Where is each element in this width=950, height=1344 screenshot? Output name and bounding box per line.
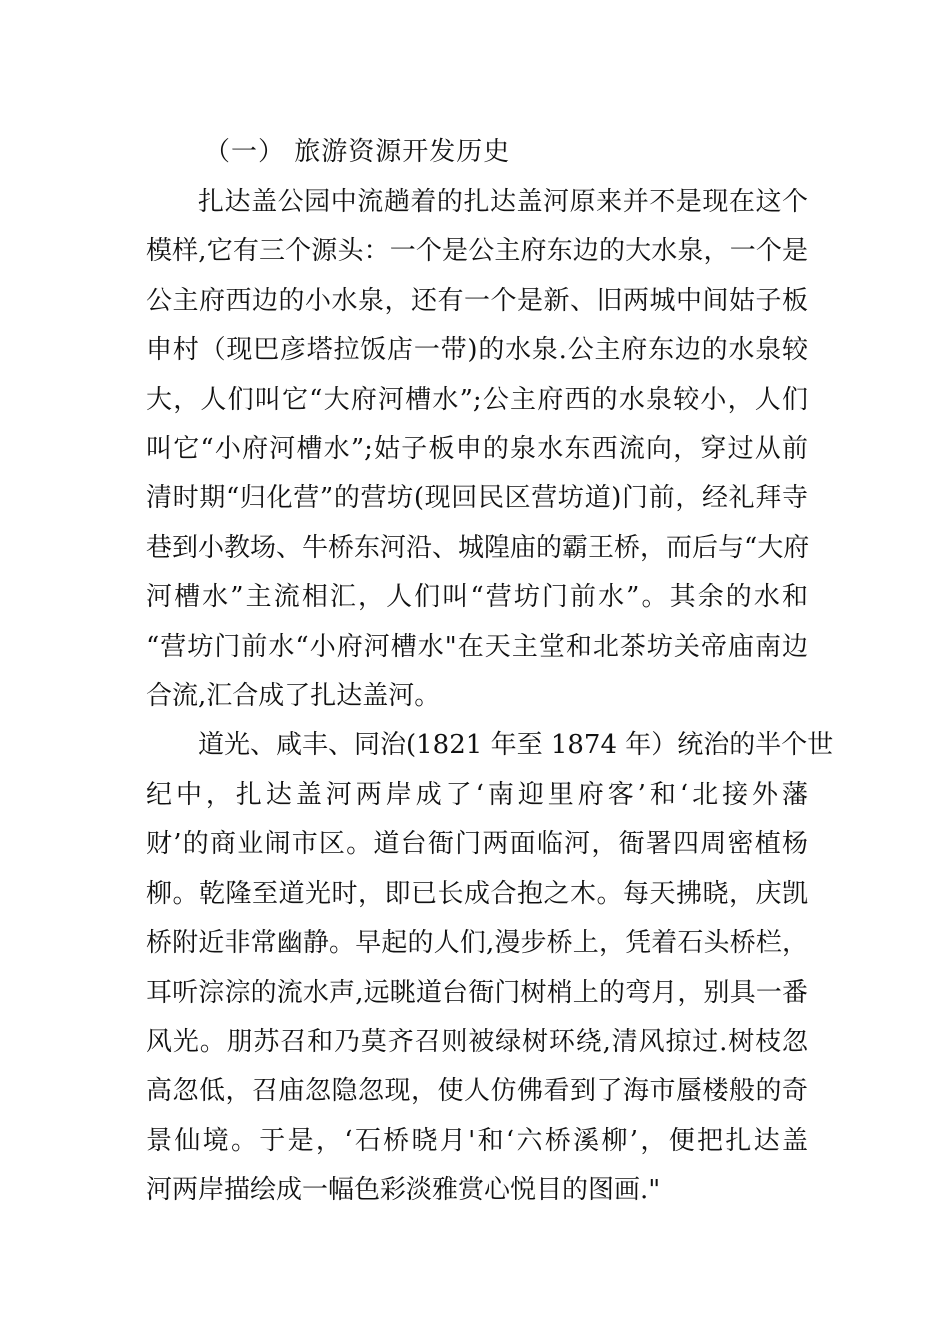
text-line: 柳。乾隆至道光时，即已长成合抱之木。每天拂晓，庆凯 <box>146 878 808 909</box>
text-line: 河两岸描绘成一幅色彩淡雅赏心悦目的图画." <box>146 1175 661 1206</box>
document-body <box>146 126 834 1216</box>
text-line: 清时期“归化营”的营坊(现回民区营坊道)门前，经礼拜寺 <box>146 483 808 514</box>
text-line: 叫它“小府河槽水”;姑子板申的泉水东西流向，穿过从前 <box>146 434 808 465</box>
text-line: 风光。朋苏召和乃莫齐召则被绿树环绕,清风掠过.树枝忽 <box>146 1026 808 1057</box>
text-line: 巷到小教场、牛桥东河沿、城隍庙的霸王桥，而后与“大府 <box>146 532 810 563</box>
text-line: 财’的商业闹市区。道台衙门两面临河，衙署四周密植杨 <box>146 829 808 860</box>
text-line: 合流,汇合成了扎达盖河。 <box>146 681 441 712</box>
text-line: 河槽水”主流相汇，人们叫“营坊门前水”。其余的水和 <box>146 582 808 613</box>
text-line: 桥附近非常幽静。早起的人们,漫步桥上，凭着石头桥栏， <box>146 928 808 959</box>
text-line: 景仙境。于是，‘石桥晓月'和‘六桥溪柳’，便把扎达盖 <box>146 1125 808 1156</box>
text-line: 纪中，扎达盖河两岸成了‘南迎里府客’和‘北接外藩 <box>146 779 808 810</box>
text-line: 耳听淙淙的流水声,远眺道台衙门树梢上的弯月，别具一番 <box>146 977 808 1008</box>
text-line: 扎达盖公园中流趟着的扎达盖河原来并不是现在这个 <box>198 187 808 217</box>
text-line: 大，人们叫它“大府河槽水”;公主府西的水泉较小，人们 <box>146 384 808 415</box>
text-line: 道光、咸丰、同治(1821 年至 1874 年）统治的半个世 <box>198 730 834 761</box>
section-heading: （一） 旅游资源开发历史 <box>204 137 511 167</box>
text-line: 高忽低，召庙忽隐忽现，使人仿佛看到了海市蜃楼般的奇 <box>146 1076 808 1107</box>
text-line: 申村（现巴彦塔拉饭店一带)的水泉.公主府东边的水泉较 <box>146 335 808 366</box>
paragraph-2 <box>146 721 834 1215</box>
text-line: 公主府西边的小水泉，还有一个是新、旧两城中间姑子板 <box>146 285 808 316</box>
text-line: “营坊门前水“小府河槽水"在天主堂和北茶坊关帝庙南边 <box>146 631 808 662</box>
paragraph-1 <box>146 178 808 721</box>
text-line: 模样,它有三个源头：一个是公主府东边的大水泉，一个是 <box>146 236 808 267</box>
